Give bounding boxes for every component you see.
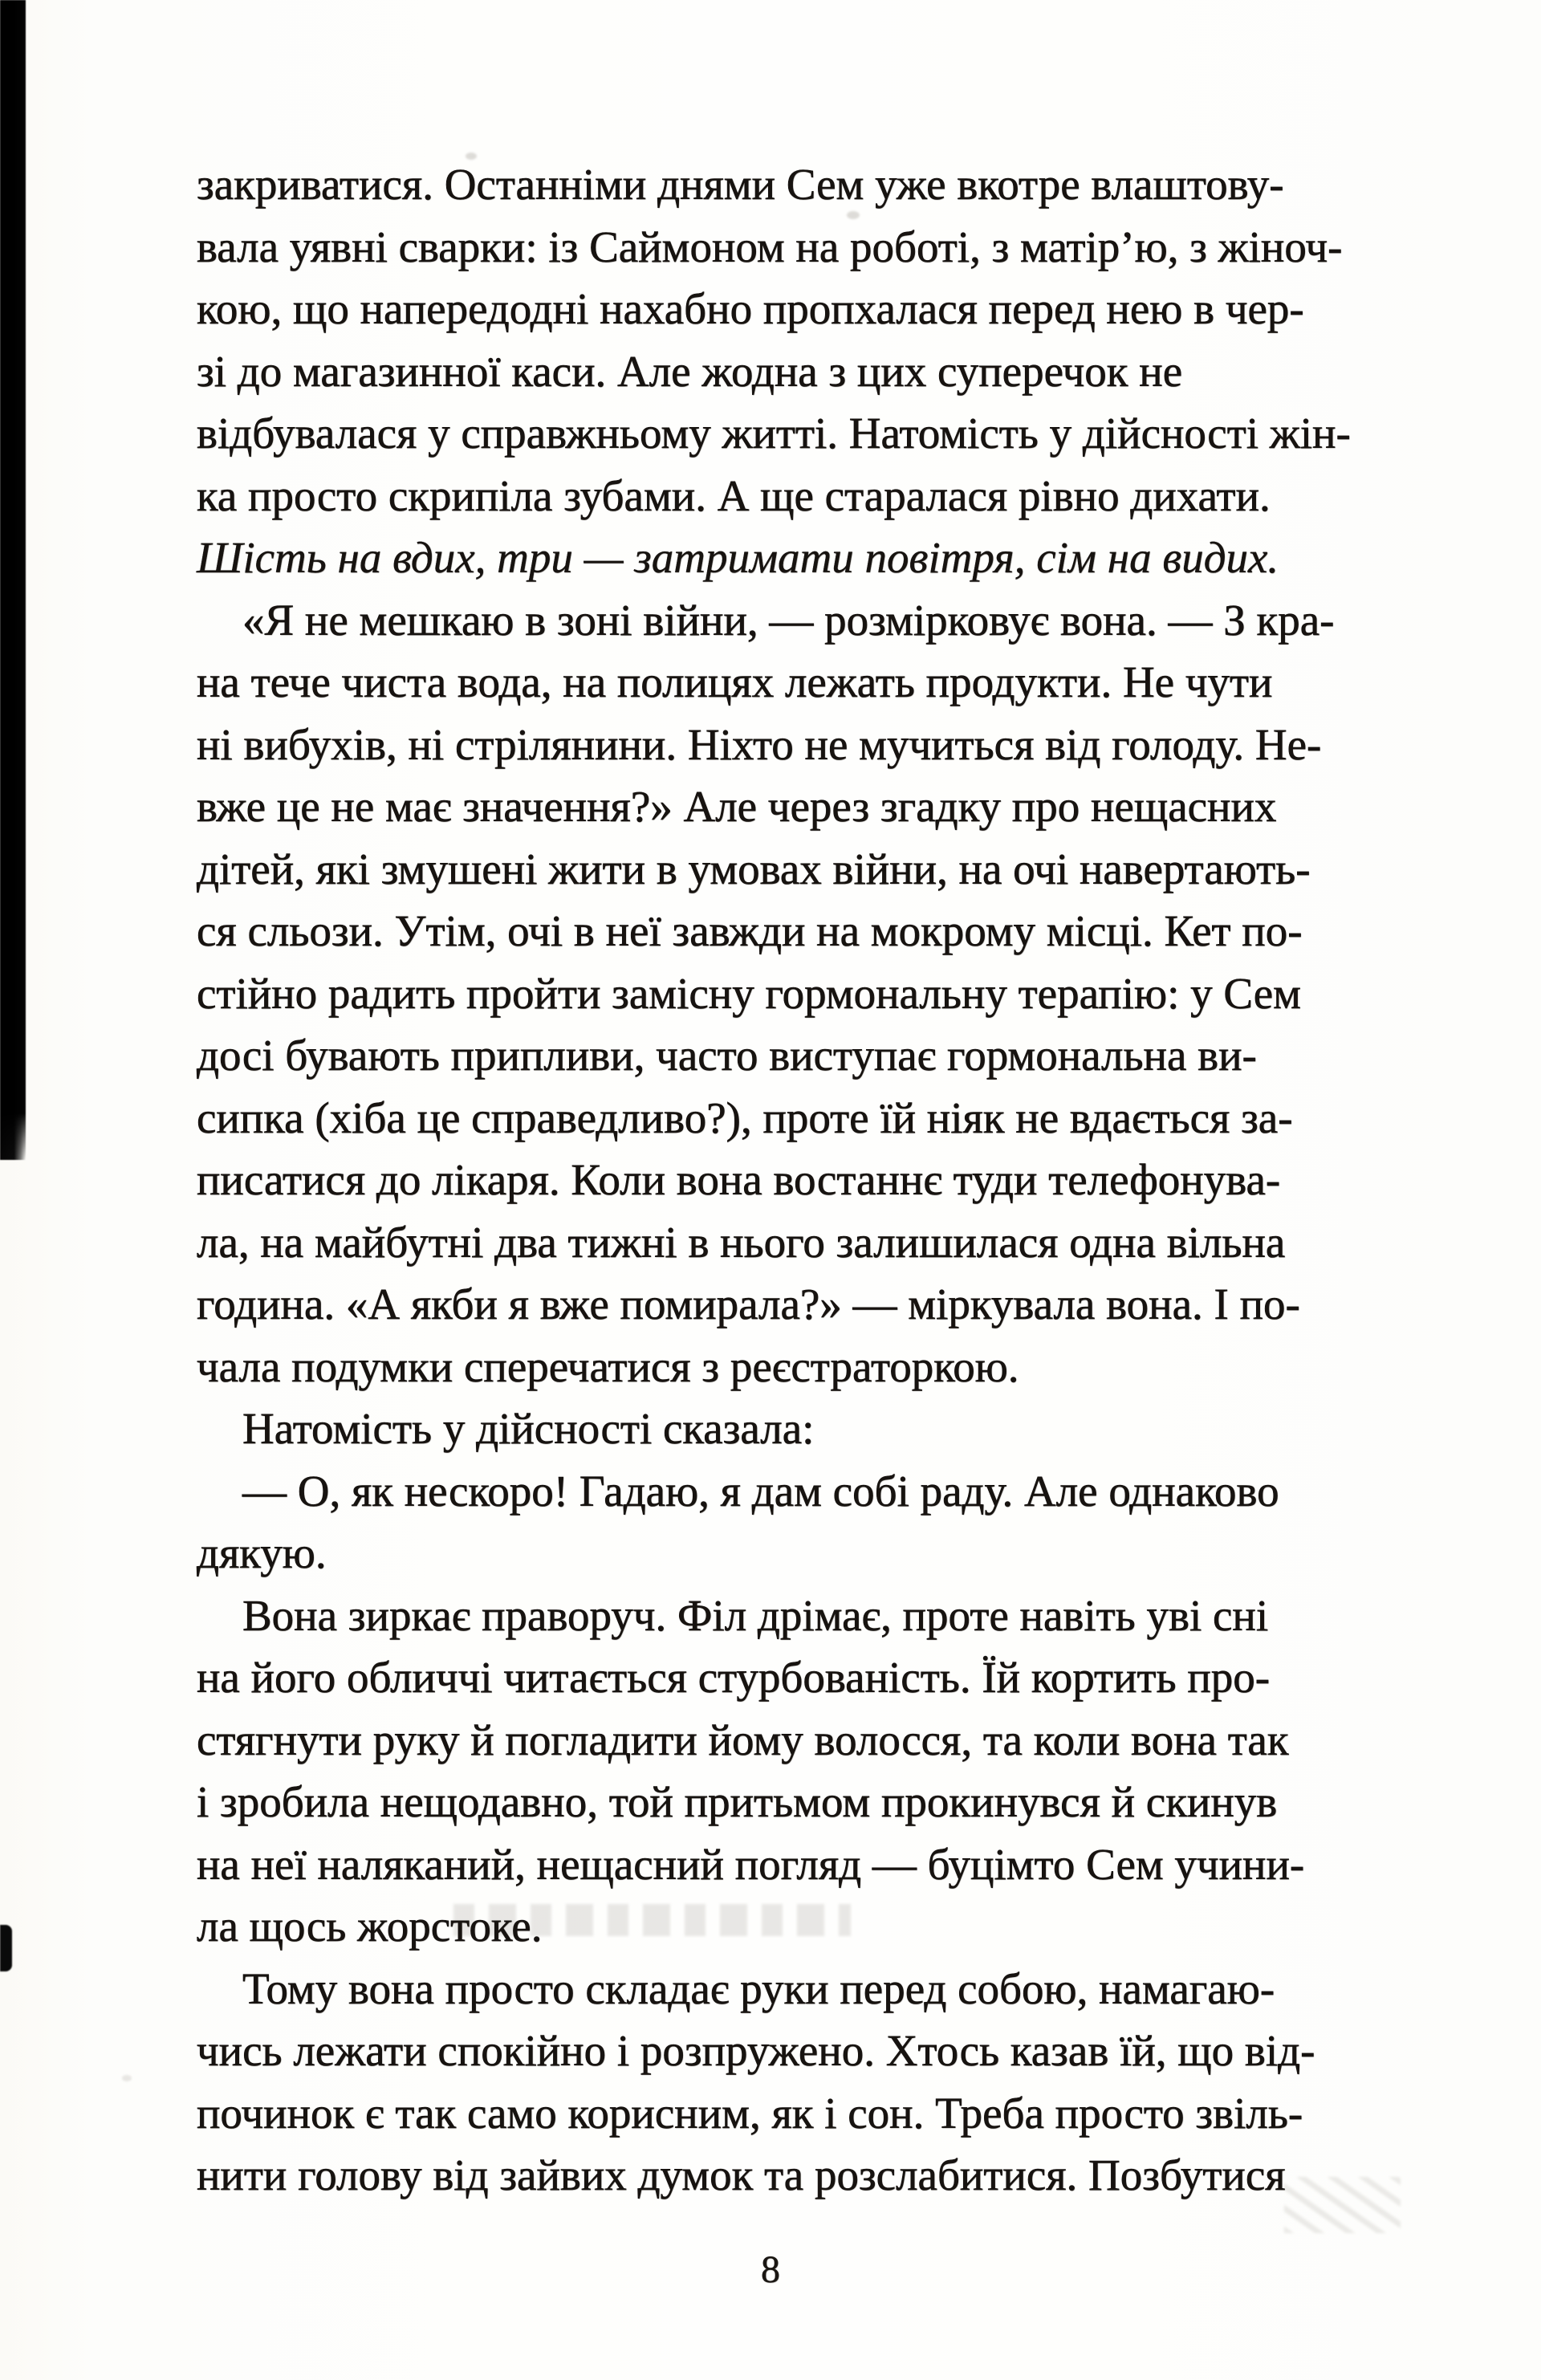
text-line: стійно радить пройти замісну гормональну терапію: у Сем bbox=[197, 968, 1301, 1018]
text-line: «Я не мешкаю в зоні війни, — розмірковує вона. — З кра- bbox=[242, 595, 1335, 645]
text-line: кою, що напередодні нахабно пропхалася перед нею в чер- bbox=[197, 284, 1304, 333]
text-line: ся сльози. Утім, очі в неї завжди на мокрому місці. Кет по- bbox=[197, 906, 1303, 955]
page-text-block bbox=[197, 153, 1398, 2207]
text-line: досі бувають припливи, часто виступає гормональна ви- bbox=[197, 1031, 1257, 1080]
scan-speck bbox=[122, 2075, 132, 2081]
text-line: сипка (хіба це справедливо?), проте їй ніяк не вдається за- bbox=[197, 1092, 1293, 1142]
text-line: закриватися. Останніми днями Сем уже вкотре влаштову- bbox=[197, 160, 1284, 209]
text-line: ні вибухів, ні стрілянини. Ніхто не мучиться від голоду. Не- bbox=[197, 719, 1322, 769]
text-line: і зробила нещодавно, той притьмом прокинувся й скинув bbox=[197, 1777, 1278, 1826]
text-line: чала подумки сперечатися з реєстраторкою. bbox=[197, 1341, 1019, 1391]
text-line: на тече чиста вода, на полицях лежать продукти. Не чути bbox=[197, 657, 1273, 706]
text-line: дітей, які змушені жити в умовах війни, на очі навертають- bbox=[197, 844, 1311, 893]
text-line: писатися до лікаря. Коли вона востаннє туди телефонува- bbox=[197, 1155, 1281, 1204]
text-line: година. «А якби я вже помирала?» — міркувала вона. І по- bbox=[197, 1280, 1300, 1328]
page-number: 8 bbox=[761, 2248, 780, 2291]
text-line: відбувалася у справжньому житті. Натомість у дійсності жін- bbox=[197, 409, 1351, 458]
text-line: ла, на майбутні два тижні в нього залишилася одна вільна bbox=[197, 1217, 1286, 1267]
text-line: на його обличчі читається стурбованість. Їй кортить про- bbox=[197, 1653, 1271, 1702]
scan-edge-artifact-small bbox=[0, 1925, 12, 1971]
text-line: зі до магазинної каси. Але жодна з цих суперечок не bbox=[197, 346, 1183, 396]
text-line: вже це не має значення?» Але через згадку про нещасних bbox=[197, 782, 1277, 831]
text-line: починок є так само корисним, як і сон. Треба просто звіль- bbox=[197, 2088, 1303, 2138]
text-line: ла щось жорстоке. bbox=[197, 1902, 543, 1951]
scan-edge-artifact bbox=[0, 0, 26, 1160]
text-line: нити голову від зайвих думок та розслабитися. Позбутися bbox=[197, 2150, 1286, 2199]
text-line: — О, як нескоро! Гадаю, я дам собі раду. Але однаково bbox=[242, 1466, 1279, 1515]
text-line: стягнути руку й погладити йому волосся, та коли вона так bbox=[197, 1715, 1289, 1764]
text-line: Натомість у дійсності сказала: bbox=[242, 1404, 815, 1453]
text-line: дякую. bbox=[197, 1528, 327, 1577]
text-line: Шість на вдих, три — затримати повітря, сім на видих. bbox=[197, 533, 1279, 582]
text-line: Тому вона просто складає руки перед собою, намагаю- bbox=[242, 1963, 1275, 2013]
text-line: чись лежати спокійно і розпружено. Хтось казав їй, що від- bbox=[197, 2026, 1315, 2075]
text-line: вала уявні сварки: із Саймоном на роботі, з матір’ю, з жіноч- bbox=[197, 222, 1343, 271]
text-line: ка просто скрипіла зубами. А ще старалася рівно дихати. bbox=[197, 470, 1271, 520]
text-line: Вона зиркає праворуч. Філ дрімає, проте навіть уві сні bbox=[242, 1590, 1269, 1640]
text-line: на неї наляканий, нещасний погляд — буцімто Сем учини- bbox=[197, 1839, 1305, 1889]
